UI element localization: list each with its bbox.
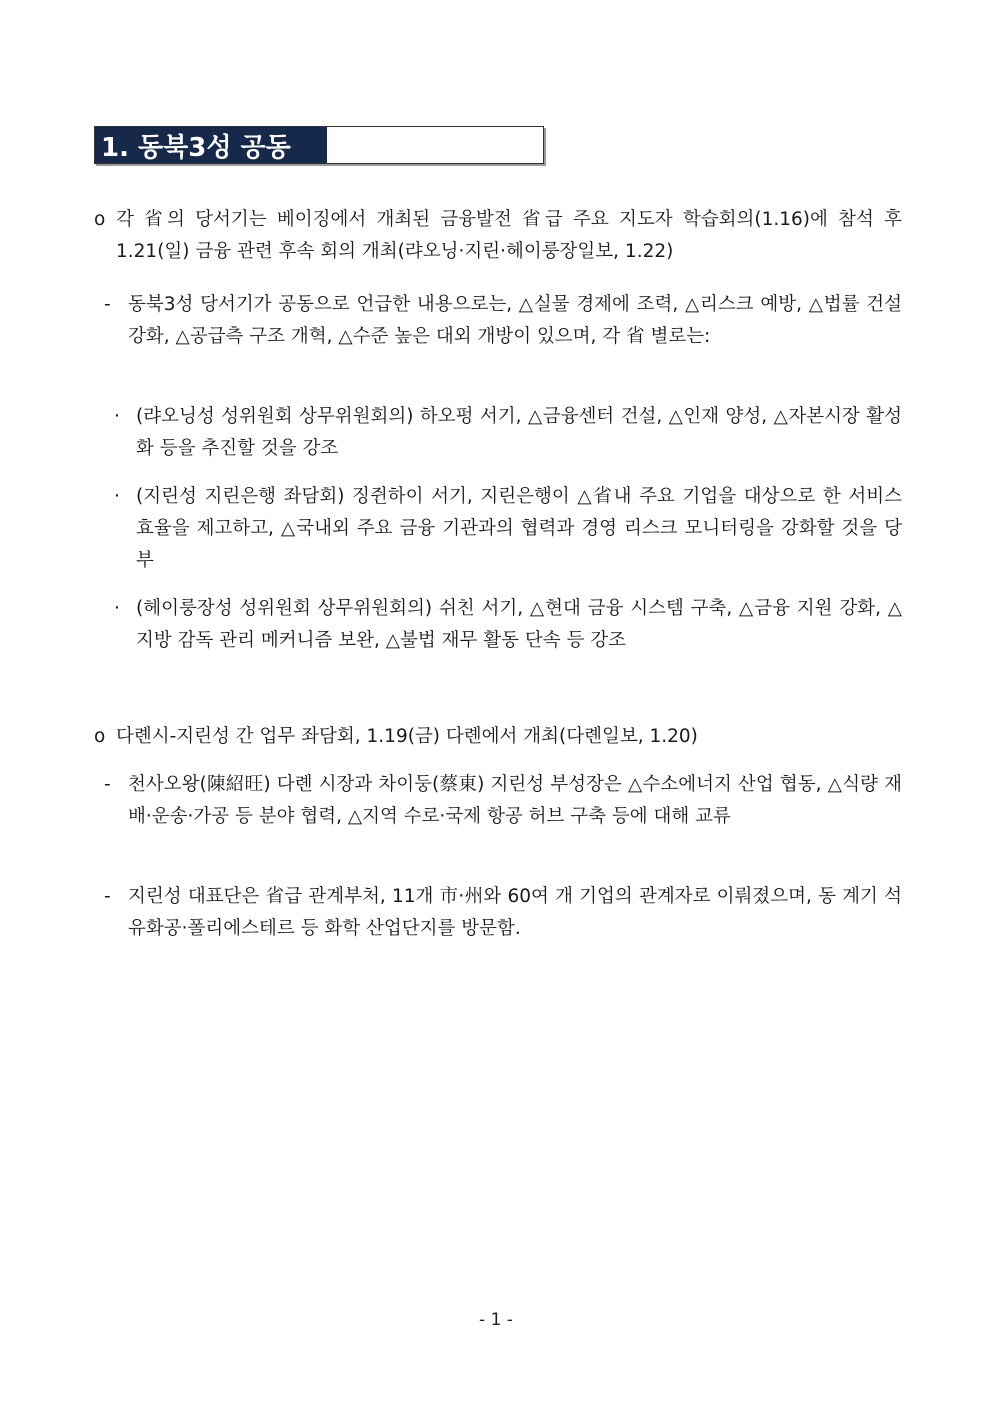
- paragraph-item: [114, 401, 902, 465]
- dash-bullet: -: [104, 294, 111, 315]
- paragraph-text: (지린성 지린은행 좌담회) 징쥔하이 서기, 지린은행이 △省내 주요 기업을 대상으로 한 서비스 효율을 제고하고, △국내외 주요 금융 기관과의 협력과 경영 리스크 모니터링을 강화할 것을 당부: [136, 486, 902, 571]
- circle-bullet: o: [94, 726, 106, 747]
- paragraph-item: [104, 881, 902, 945]
- dash-bullet: -: [104, 774, 111, 795]
- section-title-box: [94, 126, 544, 164]
- paragraph-text: 다롄시-지린성 간 업무 좌담회, 1.19(금) 다롄에서 개최(다롄일보, 1.20): [116, 726, 698, 747]
- dot-bullet: ·: [114, 406, 120, 427]
- paragraph-item: [114, 593, 902, 657]
- page-number: - 1 -: [479, 1310, 513, 1330]
- paragraph-text: 지린성 대표단은 省급 관계부처, 11개 市·州와 60여 개 기업의 관계자로 이뤄졌으며, 동 계기 석유화공·폴리에스테르 등 화학 산업단지를 방문함.: [128, 886, 902, 939]
- paragraph-item: [104, 769, 902, 833]
- paragraph-item: [94, 721, 902, 753]
- paragraph-item: [104, 289, 902, 353]
- paragraph-item: [94, 204, 902, 268]
- section-title: 1. 동북3성 공동: [95, 127, 327, 163]
- dot-bullet: ·: [114, 598, 120, 619]
- dot-bullet: ·: [114, 486, 120, 507]
- paragraph-text: (랴오닝성 성위원회 상무위원회의) 하오펑 서기, △금융센터 건설, △인재 양성, △자본시장 활성화 등을 추진할 것을 강조: [136, 406, 902, 459]
- paragraph-text: 동북3성 당서기가 공동으로 언급한 내용으로는, △실물 경제에 조력, △리스크 예방, △법률 건설 강화, △공급측 구조 개혁, △수준 높은 대외 개방이 있으며, 각 省 별로는:: [128, 294, 902, 347]
- circle-bullet: o: [94, 209, 106, 230]
- paragraph-text: 천사오왕(陳紹旺) 다롄 시장과 차이둥(蔡東) 지린성 부성장은 △수소에너지 산업 협동, △식량 재배·운송·가공 등 분야 협력, △지역 수로·국제 항공 허브 구축 등에 대해 교류: [128, 774, 902, 827]
- dash-bullet: -: [104, 886, 111, 907]
- paragraph-text: (헤이룽장성 성위원회 상무위원회의) 쉬친 서기, △현대 금융 시스템 구축, △금융 지원 강화, △지방 감독 관리 메커니즘 보완, △불법 재무 활동 단속 등 강조: [136, 598, 902, 651]
- paragraph-text: 각 省의 당서기는 베이징에서 개최된 금융발전 省급 주요 지도자 학습회의(1.16)에 참석 후 1.21(일) 금융 관련 후속 회의 개최(랴오닝·지린·헤이룽장일보, 1.22): [116, 209, 902, 262]
- paragraph-item: [114, 481, 902, 577]
